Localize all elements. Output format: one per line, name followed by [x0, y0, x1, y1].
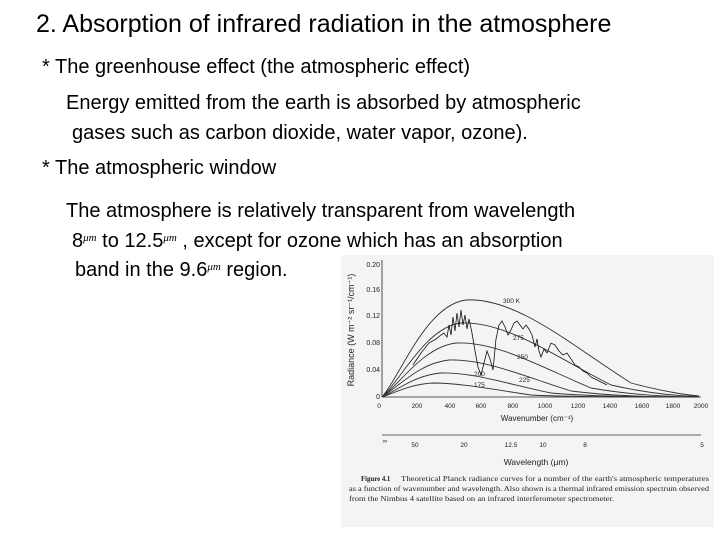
wavelength-tick-label: 5: [700, 442, 704, 449]
window-text-line-1: The atmosphere is relatively transparent from wavelength: [66, 200, 576, 222]
y-tick-label: 0.04: [366, 367, 380, 374]
wavelength-tick-label: 50: [411, 442, 419, 449]
slide-title: 2. Absorption of infrared radiation in the atmosphere: [36, 10, 612, 38]
wavelength-tick-label: ∞: [382, 438, 388, 445]
caption-line-2: as a function of wavenumber and wavelength. Also shown is a thermal infrared emission spectrum observed: [349, 486, 710, 493]
planck-curve-275k: [382, 323, 699, 397]
y-tick-label: 0.12: [366, 313, 380, 320]
window-text-line-2: [72, 230, 563, 253]
x-tick-label: 400: [444, 403, 456, 410]
wavelength-tick-label: 12.5: [504, 442, 518, 449]
caption-line-3: from the Nimbus 4 satellite based on an infrared interferometer spectrometer.: [349, 496, 615, 503]
planck-radiance-chart: [341, 255, 714, 527]
wavelength-tick-label: 20: [460, 442, 468, 449]
y-tick-label: 0.16: [366, 287, 380, 294]
band-text: band in the 9.6: [75, 259, 208, 281]
greenhouse-text-line-2: gases such as carbon dioxide, water vapor, ozone).: [72, 122, 528, 144]
wavelength-tick-label: 8: [583, 442, 587, 449]
micrometer-symbol: μm: [83, 232, 97, 244]
planck-curve-250k: [382, 343, 699, 397]
curve-label-225: 225: [519, 377, 530, 384]
curve-label-175: 175: [474, 382, 485, 389]
x-axis-label: Wavenumber (cm⁻¹): [500, 414, 574, 423]
curve-label-200: 200: [474, 371, 485, 378]
x-tick-label: 200: [411, 403, 423, 410]
window-text-line-3: [75, 259, 288, 282]
micrometer-symbol: μm: [163, 232, 177, 244]
region-text: region.: [220, 259, 288, 281]
wavelength-12-5: to 12.5: [96, 230, 164, 252]
planck-radiance-figure: [341, 255, 714, 527]
bullet-atmospheric-window: * The atmospheric window: [42, 157, 277, 179]
wavelength-tick-label: 10: [539, 442, 547, 449]
curve-label-275: 275: [513, 335, 524, 342]
x-tick-label: 600: [475, 403, 487, 410]
ozone-exception-text: , except for ozone which has an absorption: [176, 230, 563, 252]
x-tick-label: 1000: [537, 403, 553, 410]
wavelength-8: 8: [72, 230, 84, 252]
x-tick-label: 1400: [602, 403, 618, 410]
planck-curve-300k: [382, 300, 699, 397]
micrometer-symbol: μm: [207, 261, 221, 273]
caption-line-1: Theoretical Planck radiance curves for a number of the earth's atmospheric temperatures: [401, 476, 710, 483]
y-tick-label: 0.08: [366, 340, 380, 347]
bullet-greenhouse-effect: * The greenhouse effect (the atmospheric effect): [42, 56, 471, 78]
x-tick-label: 1600: [634, 403, 650, 410]
y-tick-label: 0: [376, 394, 380, 401]
y-tick-label: 0.20: [366, 262, 380, 269]
wavelength-axis-label: Wavelength (μm): [503, 457, 569, 467]
y-axis-label: Radiance (W m⁻² sr⁻¹/cm⁻¹): [346, 273, 356, 387]
x-tick-label: 800: [507, 403, 519, 410]
curve-label-300k: 300 K: [503, 298, 520, 305]
x-tick-label: 1200: [570, 403, 586, 410]
caption-figure-number: Figure 4.1: [361, 476, 391, 483]
x-tick-label: 0: [377, 403, 381, 410]
x-tick-label: 1800: [665, 403, 681, 410]
curve-label-250: 250: [517, 354, 528, 361]
planck-curve-200k: [382, 373, 699, 397]
x-tick-label: 2000: [693, 403, 709, 410]
greenhouse-text-line-1: Energy emitted from the earth is absorbed by atmospheric: [66, 92, 581, 114]
